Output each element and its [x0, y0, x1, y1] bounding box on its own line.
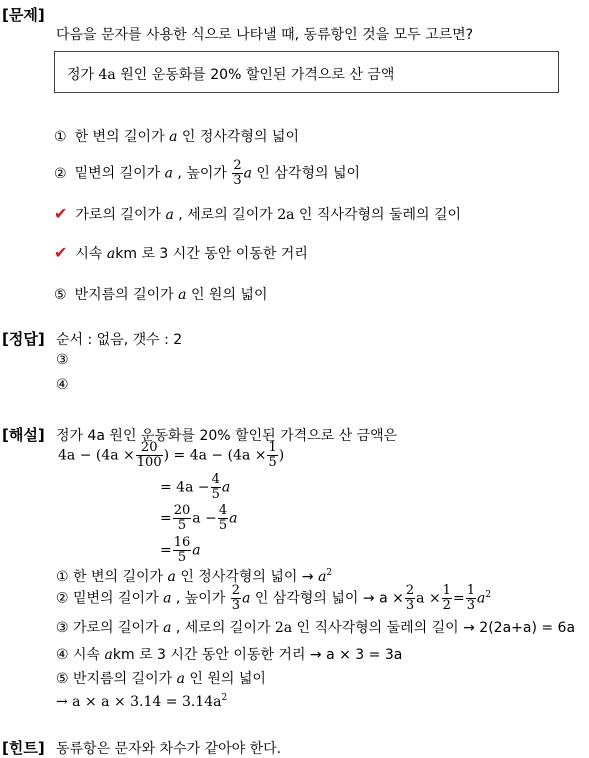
- option-text: 인 삼각형의 넓이: [251, 165, 361, 182]
- variable: a: [178, 287, 187, 303]
- equation-line-1: 4a − (4a × $\frac{20}{100}$ ) = 4a − (4a × $\frac{1}{5}$ ): [58, 440, 285, 470]
- explanation-item-4: ④ 시속 akm 로 3 시간 동안 이동한 거리 → a × 3 = 3a: [56, 647, 403, 663]
- option-text: 인 원의 넓이: [186, 287, 268, 303]
- option-marker: ✔: [54, 204, 68, 223]
- option-4[interactable]: [54, 243, 308, 263]
- explanation-intro: 정가 4a 원인 운동화를 20% 할인된 가격으로 산 금액은: [56, 428, 398, 444]
- option-marker: ✔: [54, 243, 68, 262]
- option-text: 시속: [75, 246, 107, 262]
- variable: a: [165, 207, 174, 223]
- hint-text: 동류항은 문자와 차수가 같아야 한다.: [56, 741, 282, 757]
- option-text: , 높이가: [172, 165, 232, 182]
- problem-question: 다음을 문자를 사용한 식으로 나타낼 때, 동류항인 것을 모두 고르면?: [56, 27, 474, 43]
- answer-item-2: ④: [56, 377, 69, 393]
- explanation-item-3: ③ 가로의 길이가 a , 세로의 길이가 2a 인 직사각형의 둘레의 길이 → 2(2a+a) = 6a: [56, 620, 576, 636]
- option-text: 반지름의 길이가: [74, 287, 179, 303]
- option-marker: ②: [54, 165, 67, 182]
- equation-line-2: = 4a − $\frac{4}{5}$ a: [160, 472, 231, 502]
- option-5[interactable]: [54, 284, 267, 304]
- explanation-item-1: ① 한 변의 길이가 a 인 정사각형의 넓이 → $a^2$: [56, 568, 333, 585]
- option-text: 인 직사각형의 둘레의 길이: [294, 207, 462, 223]
- problem-condition-box: [54, 51, 559, 93]
- variable: 2a: [277, 207, 295, 223]
- answer-item-1: ③: [56, 352, 69, 368]
- equation-line-3: = $\frac{20}{5}$ a − $\frac{4}{5}$ a: [160, 503, 238, 533]
- hint-tag: [힌트]: [2, 739, 45, 757]
- equation-line-4: = $\frac{16}{5}$ a: [160, 535, 201, 565]
- option-3[interactable]: [54, 204, 461, 224]
- option-marker: ⑤: [54, 287, 67, 303]
- option-text: 밑변의 길이가: [74, 165, 165, 182]
- variable: a: [106, 246, 116, 262]
- condition-text: 정가 4a 원인 운동화를 20% 할인된 가격으로 산 금액: [67, 67, 395, 83]
- explanation-item-2: ② 밑변의 길이가 a , 높이가 $\frac{2}{3}$ a 인 삼각형의 넓이 → a × $\frac{2}{3}$ a × $\frac{1}{2}$ = $\frac{1}{3}$ $a^2$: [56, 583, 492, 613]
- option-text: 인 정사각형의 넓이: [177, 129, 299, 145]
- answer-summary: 순서 : 없음, 갯수 : 2: [56, 332, 183, 348]
- option-text: , 세로의 길이가: [173, 207, 278, 223]
- variable: a: [164, 165, 173, 182]
- variable: a: [169, 129, 178, 145]
- option-text: 한 변의 길이가: [74, 129, 170, 145]
- explanation-tag: [해설]: [2, 426, 45, 444]
- problem-tag: [문제]: [2, 6, 45, 24]
- explanation-item-5-result: → $a \times a \times 3.14 = 3.14a^2$: [56, 693, 228, 710]
- explanation-item-5: ⑤ 반지름의 길이가 a 인 원의 넓이: [56, 671, 266, 687]
- option-1[interactable]: [54, 126, 299, 146]
- option-text: km 로 3 시간 동안 이동한 거리: [115, 246, 308, 262]
- variable: a: [243, 165, 252, 182]
- fraction: $\frac{2}{3}$: [233, 158, 242, 188]
- answer-tag: [정답]: [2, 330, 45, 348]
- option-text: 가로의 길이가: [75, 207, 166, 223]
- option-marker: ①: [54, 129, 67, 145]
- option-2[interactable]: [54, 159, 360, 188]
